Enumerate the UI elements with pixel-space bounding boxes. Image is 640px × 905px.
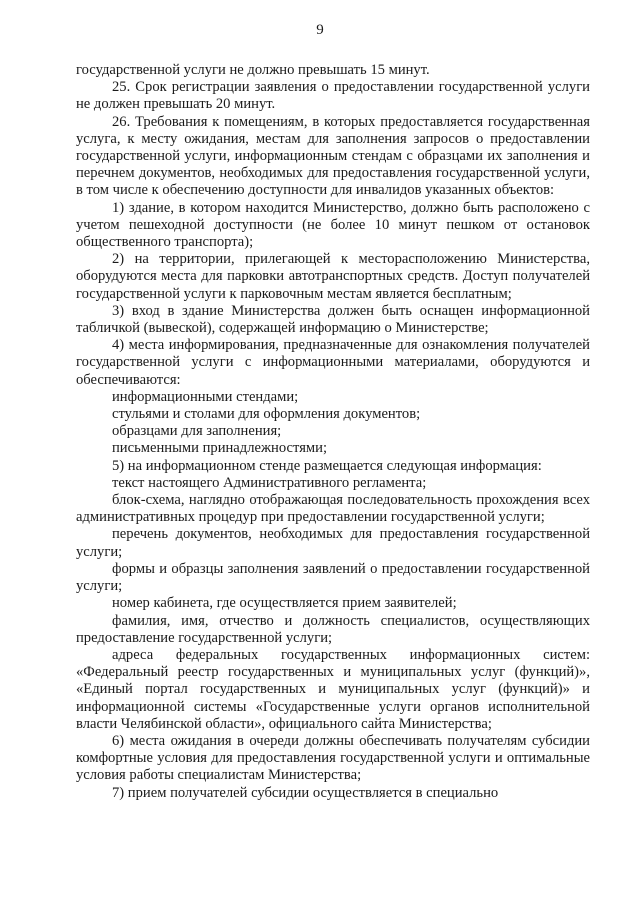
paragraph: перечень документов, необходимых для предоставления государственной услуги; xyxy=(76,526,590,560)
paragraph: фамилия, имя, отчество и должность специалистов, осуществляющих предоставление государственной услуги; xyxy=(76,612,590,646)
paragraph: блок-схема, наглядно отображающая последовательность прохождения всех административных процедур при предоставлении государственной услуги; xyxy=(76,492,590,526)
paragraph: адреса федеральных государственных информационных систем: «Федеральный реестр государственных и муниципальных услуг (функций)», «Единый портал государственных и муниципальных услуг (функций)» и информационной системы «Государственные услуги органов исполнительной власти Челябинской области», официального сайта Министерства; xyxy=(76,646,590,732)
paragraph: номер кабинета, где осуществляется прием заявителей; xyxy=(112,595,457,612)
paragraph: 3) вход в здание Министерства должен быть оснащен информационной табличкой (вывеской), содержащей информацию о Министерстве; xyxy=(76,302,590,337)
paragraph: 7) прием получателей субсидии осуществляется в специально xyxy=(112,784,499,801)
paragraph: формы и образцы заполнения заявлений о предоставлении государственной услуги; xyxy=(76,560,590,595)
paragraph: 26. Требования к помещениям, в которых предоставляется государственная услуга, к месту ожидания, местам для заполнения запросов о предоставлении государственной услуги, информационным стендам с образцами их заполнения и перечнем документов, необходимых для предоставления государственной услуги, в том числе к обеспечению доступности для инвалидов указанных объектов: xyxy=(76,113,590,199)
paragraph: 5) на информационном стенде размещается следующая информация: xyxy=(112,457,542,474)
paragraph: 4) места информирования, предназначенные для ознакомления получателей государственной услуги с информационными материалами, оборудуются и обеспечиваются: xyxy=(76,337,590,388)
paragraph: 25. Срок регистрации заявления о предоставлении государственной услуги не должен превышать 20 минут. xyxy=(76,79,590,113)
paragraph: государственной услуги не должно превышать 15 минут. xyxy=(76,62,430,78)
paragraph: образцами для заполнения; xyxy=(112,423,282,440)
paragraph: письменными принадлежностями; xyxy=(112,440,328,457)
paragraph: текст настоящего Административного регламента; xyxy=(112,474,427,491)
paragraph: 6) места ожидания в очереди должны обеспечивать получателям субсидии комфортные условия для предоставления государственной услуги и оптимальные условия работы специалистам Министерства; xyxy=(76,732,590,784)
paragraph: информационными стендами; xyxy=(112,388,299,405)
paragraph: 1) здание, в котором находится Министерство, должно быть расположено с учетом пешеходной доступности (не более 10 минут пешком от остановок общественного транспорта); xyxy=(76,199,590,251)
paragraph: стульями и столами для оформления документов; xyxy=(112,406,421,423)
document-body xyxy=(76,62,590,802)
page-number: 9 xyxy=(316,22,324,38)
paragraph: 2) на территории, прилегающей к месторасположению Министерства, оборудуются места для парковки автотранспортных средств. Доступ получателей государственной услуги к парковочным местам является бесплатным; xyxy=(76,251,590,302)
